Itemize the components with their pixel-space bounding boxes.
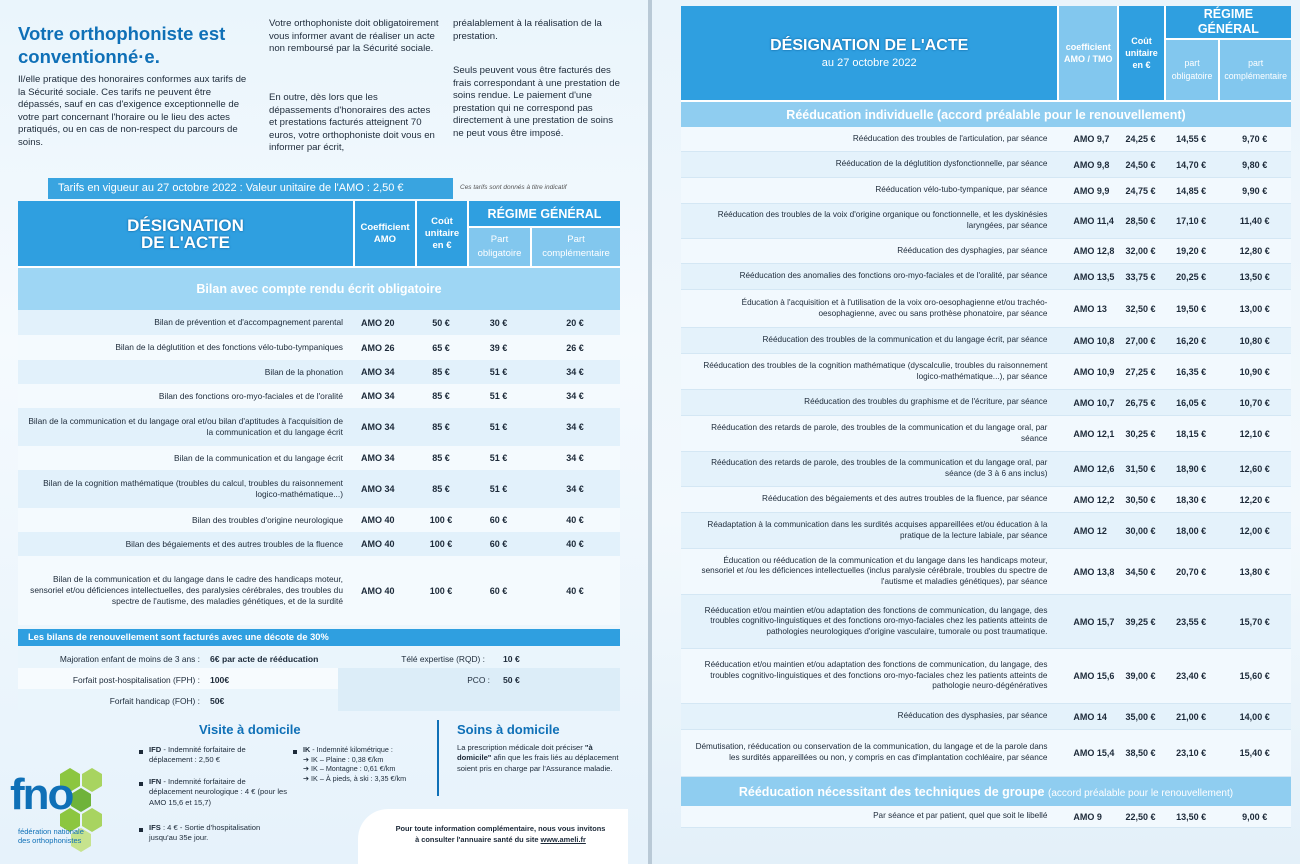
row-part-complementaire: 40 € — [530, 556, 620, 625]
row-label: Bilan de la communication et du langage dans le cadre des handicaps moteur, sensoriel et/ou déficiences intellectuelles, des paralysies cérébrales, des troubles du spectre de l'autisme, des maladies génétiques, et de la surdité — [18, 556, 353, 625]
row-coefficient: AMO 9,8 — [1057, 152, 1117, 178]
row-part-complementaire: 12,00 € — [1218, 513, 1291, 549]
row-part-obligatoire: 14,70 € — [1164, 152, 1219, 178]
table-row — [18, 532, 620, 556]
info-paragraph-1: Votre orthophoniste doit obligatoirement vous informer avant de réaliser un acte non remboursé par la Sécurité sociale. — [269, 18, 439, 55]
table-row — [681, 704, 1291, 730]
row-coefficient: AMO 15,4 — [1057, 730, 1117, 777]
row-part-complementaire: 10,70 € — [1218, 390, 1291, 416]
row-label: Rééducation des troubles de la voix d'origine organique ou fonctionnelle, et les dyskinésies laryngées, par séance — [681, 204, 1057, 239]
row-part-obligatoire: 16,20 € — [1164, 328, 1219, 354]
row-cout: 65 € — [415, 335, 467, 360]
row-coefficient: AMO 12,2 — [1057, 487, 1117, 513]
row-part-obligatoire: 60 € — [467, 532, 530, 556]
part-complementaire-header: Part complémentaire — [530, 226, 620, 266]
info-paragraph-4: Seuls peuvent vous être facturés des frais correspondant à une prestation de soins rendue. Le paiement d'une prestation qui ne correspond pas directement à une prestation de soins ne peut vous être imposé. — [453, 65, 620, 139]
row-part-obligatoire: 16,35 € — [1164, 354, 1219, 390]
row-label: Rééducation et/ou maintien et/ou adaptation des fonctions de communication, du langage, des troubles cognitivo-linguistiques et des fonctions oro-myo-faciales chez les patients atteints de pathologie neuro-dégénératives — [681, 649, 1057, 704]
row-part-complementaire: 15,70 € — [1218, 595, 1291, 649]
row-label: Démutisation, rééducation ou conservation de la communication, du langage et de la parole dans les surdités appareillées ou non, y compris en cas d'implantation cochléaire, par séance — [681, 730, 1057, 777]
table-row — [681, 649, 1291, 704]
row-cout: 30,25 € — [1117, 416, 1164, 452]
row-part-obligatoire: 18,90 € — [1164, 452, 1219, 487]
row-part-obligatoire: 23,10 € — [1164, 730, 1219, 777]
intro-text: Il/elle pratique des honoraires conformes aux tarifs de la Sécurité sociale. Ces tarifs ne peuvent être dépassés, sauf en cas d'exigence exceptionnelle de votre part concernant l'horaire ou le lieu des actes pratiqués, ou en cas de non-respect du parcours de soins. — [18, 74, 247, 148]
row-part-obligatoire: 16,05 € — [1164, 390, 1219, 416]
row-part-obligatoire: 20,70 € — [1164, 549, 1219, 595]
row-cout: 34,50 € — [1117, 549, 1164, 595]
right-page — [652, 0, 1300, 864]
bullet-icon — [139, 782, 143, 786]
row-cout: 27,25 € — [1117, 354, 1164, 390]
fph-value: 100€ — [210, 675, 230, 685]
row-part-complementaire: 13,80 € — [1218, 549, 1291, 595]
row-part-complementaire: 12,60 € — [1218, 452, 1291, 487]
table-row — [681, 549, 1291, 595]
row-cout: 50 € — [415, 310, 467, 335]
table-row — [681, 328, 1291, 354]
row-cout: 28,50 € — [1117, 204, 1164, 239]
row-part-obligatoire: 20,25 € — [1164, 264, 1219, 290]
ifn-item: IFN - Indemnité forfaitaire de déplacement neurologique : 4 € (pour les AMO 15,6 et 15,7) — [149, 777, 288, 807]
row-label: Bilan de la communication et du langage écrit — [18, 446, 353, 470]
row-coefficient: AMO 34 — [353, 384, 415, 408]
fno-logo — [0, 752, 112, 864]
row-part-obligatoire: 39 € — [467, 335, 530, 360]
table-row — [18, 360, 620, 384]
row-cout: 85 € — [415, 360, 467, 384]
row-part-complementaire: 34 € — [530, 408, 620, 446]
row-coefficient: AMO 34 — [353, 360, 415, 384]
row-coefficient: AMO 9,9 — [1057, 178, 1117, 204]
row-cout: 85 € — [415, 446, 467, 470]
row-part-complementaire: 14,00 € — [1218, 704, 1291, 730]
visite-title: Visite à domicile — [199, 722, 301, 737]
regime-header: RÉGIME GÉNÉRAL — [467, 201, 620, 226]
row-cout: 33,75 € — [1117, 264, 1164, 290]
bilan-table — [18, 201, 620, 625]
row-cout: 24,75 € — [1117, 178, 1164, 204]
row-part-obligatoire: 18,00 € — [1164, 513, 1219, 549]
row-coefficient: AMO 13,5 — [1057, 264, 1117, 290]
row-coefficient: AMO 9,7 — [1057, 127, 1117, 152]
table-row — [681, 595, 1291, 649]
row-part-complementaire: 13,50 € — [1218, 264, 1291, 290]
table-row — [18, 446, 620, 470]
row-cout: 24,25 € — [1117, 127, 1164, 152]
row-label: Réadaptation à la communication dans les surdités acquises appareillées et/ou éducation à la pratique de la lecture labiale, par séance — [681, 513, 1057, 549]
row-part-complementaire: 10,80 € — [1218, 328, 1291, 354]
row-label: Bilan de la cognition mathématique (troubles du calcul, troubles du raisonnement logico-mathématique...) — [18, 470, 353, 508]
row-cout: 39,25 € — [1117, 595, 1164, 649]
page-title: Votre orthophoniste est conventionné·e. — [18, 23, 226, 67]
part-complementaire-header: part complémentaire — [1218, 38, 1291, 100]
designation-header: DÉSIGNATION DE L'ACTE — [18, 201, 353, 266]
row-label: Bilan des bégaiements et des autres troubles de la fluence — [18, 532, 353, 556]
row-part-complementaire: 34 € — [530, 470, 620, 508]
table-row — [681, 152, 1291, 178]
row-part-obligatoire: 18,30 € — [1164, 487, 1219, 513]
row-part-obligatoire: 19,50 € — [1164, 290, 1219, 328]
row-coefficient: AMO 14 — [1057, 704, 1117, 730]
designation-header: DÉSIGNATION DE L'ACTE au 27 octobre 2022 — [681, 6, 1057, 100]
table-row — [681, 127, 1291, 152]
row-part-complementaire: 12,10 € — [1218, 416, 1291, 452]
reeducation-table — [681, 6, 1291, 828]
table-row — [681, 354, 1291, 390]
row-cout: 100 € — [415, 508, 467, 532]
row-label: Bilan de prévention et d'accompagnement parental — [18, 310, 353, 335]
divider — [437, 720, 439, 796]
row-part-obligatoire: 51 € — [467, 446, 530, 470]
row-part-obligatoire: 51 € — [467, 384, 530, 408]
row-label: Rééducation des troubles de la communication et du langage écrit, par séance — [681, 328, 1057, 354]
row-cout: 32,00 € — [1117, 239, 1164, 264]
row-cout: 30,50 € — [1117, 487, 1164, 513]
part-obligatoire-header: part obligatoire — [1164, 38, 1219, 100]
row-coefficient: AMO 20 — [353, 310, 415, 335]
row-part-obligatoire: 30 € — [467, 310, 530, 335]
arrow-right-icon: ➔ — [303, 773, 310, 783]
row-label: Rééducation des dysphagies, par séance — [681, 239, 1057, 264]
table-row — [681, 178, 1291, 204]
row-part-obligatoire: 23,40 € — [1164, 649, 1219, 704]
row-coefficient: AMO 10,9 — [1057, 354, 1117, 390]
ik-item: IK - Indemnité kilométrique : ➔ IK – Plaine : 0,38 €/km ➔ IK – Montagne : 0,61 €/km ➔ IK – À pieds, à ski : 3,35 €/km — [303, 745, 407, 783]
row-coefficient: AMO 40 — [353, 556, 415, 625]
bullet-icon — [293, 750, 297, 754]
row-cout: 30,00 € — [1117, 513, 1164, 549]
row-coefficient: AMO 26 — [353, 335, 415, 360]
row-coefficient: AMO 11,4 — [1057, 204, 1117, 239]
arrow-right-icon: ➔ — [303, 754, 310, 764]
table-row — [681, 416, 1291, 452]
row-part-complementaire: 26 € — [530, 335, 620, 360]
row-cout: 85 € — [415, 470, 467, 508]
coefficient-header: coefficient AMO / TMO — [1057, 6, 1117, 100]
row-cout: 38,50 € — [1117, 730, 1164, 777]
row-coefficient: AMO 13 — [1057, 290, 1117, 328]
table-row — [18, 335, 620, 360]
majoration-label: Majoration enfant de moins de 3 ans : — [59, 654, 200, 664]
table-row — [681, 487, 1291, 513]
row-label: Rééducation et/ou maintien et/ou adaptation des fonctions de communication, du langage, des troubles cognitivo-linguistiques et des fonctions oro-myo-faciales chez les patients atteints de pathologies neurologiques d'origine vasculaire, tumorale ou post traumatique. — [681, 595, 1057, 649]
row-label: Bilan de la communication et du langage oral et/ou bilan d'aptitudes à l'acquisition de la communication et du langage écrit — [18, 408, 353, 446]
tele-expertise-value: 10 € — [503, 654, 520, 664]
row-part-complementaire: 40 € — [530, 508, 620, 532]
row-label: Rééducation des anomalies des fonctions oro-myo-faciales et de l'oralité, par séance — [681, 264, 1057, 290]
row-coefficient: AMO 34 — [353, 470, 415, 508]
row-label: Rééducation des retards de parole, des troubles de la communication et du langage oral, par séance (de 3 à 6 ans inclus) — [681, 452, 1057, 487]
row-part-obligatoire: 60 € — [467, 556, 530, 625]
row-label: Éducation ou rééducation de la communication et du langage dans les handicaps moteur, sensoriel et /ou les déficiences intellectuelles (inclus paralysie cérébrale, troubles du spectre de l'autisme et maladies génétiques), par séance — [681, 549, 1057, 595]
row-coefficient: AMO 40 — [353, 532, 415, 556]
row-part-complementaire: 11,40 € — [1218, 204, 1291, 239]
row-part-complementaire: 34 € — [530, 360, 620, 384]
table-row — [18, 470, 620, 508]
row-part-obligatoire: 18,15 € — [1164, 416, 1219, 452]
row-label: Éducation à l'acquisition et à l'utilisation de la voix oro-oesophagienne et/ou trachéo-oesophagienne, avec ou sans prothèse phonatoire, par séance — [681, 290, 1057, 328]
section-header-individuelle: Rééducation individuelle (accord préalable pour le renouvellement) — [681, 100, 1291, 127]
left-page — [0, 0, 648, 864]
row-cout: 100 € — [415, 556, 467, 625]
logo-text: fno — [10, 770, 73, 819]
row-part-complementaire: 34 € — [530, 384, 620, 408]
row-part-obligatoire: 51 € — [467, 360, 530, 384]
row-part-obligatoire: 14,85 € — [1164, 178, 1219, 204]
row-part-complementaire: 9,70 € — [1218, 127, 1291, 152]
row-part-obligatoire: 51 € — [467, 408, 530, 446]
row-part-obligatoire: 51 € — [467, 470, 530, 508]
row-part-complementaire: 15,60 € — [1218, 649, 1291, 704]
row-coefficient: AMO 34 — [353, 446, 415, 470]
cout-header: Coût unitaire en € — [1117, 6, 1164, 100]
soins-title: Soins à domicile — [457, 722, 560, 737]
row-label: Rééducation des troubles du graphisme et de l'écriture, par séance — [681, 390, 1057, 416]
table-row — [681, 390, 1291, 416]
foh-value: 50€ — [210, 696, 225, 706]
table-row — [681, 513, 1291, 549]
table-row — [18, 408, 620, 446]
row-part-complementaire: 12,20 € — [1218, 487, 1291, 513]
table-row — [681, 204, 1291, 239]
table-row: Par séance et par patient, quel que soit le libellé AMO 9 22,50 € 13,50 € 9,00 € — [681, 806, 1291, 828]
info-paragraph-2: En outre, dès lors que les dépassements d'honoraires des actes et prestations facturés atteignent 70 euros, votre orthophoniste doit vous en informer par écrit, — [269, 92, 435, 154]
row-part-obligatoire: 21,00 € — [1164, 704, 1219, 730]
row-part-complementaire: 20 € — [530, 310, 620, 335]
renouvellement-band: Les bilans de renouvellement sont facturés avec une décote de 30% — [18, 629, 620, 646]
row-label: Bilan de la déglutition et des fonctions vélo-tubo-tympaniques — [18, 335, 353, 360]
row-label: Bilan des fonctions oro-myo-faciales et de l'oralité — [18, 384, 353, 408]
row-cout: 26,75 € — [1117, 390, 1164, 416]
row-part-obligatoire: 14,55 € — [1164, 127, 1219, 152]
part-obligatoire-header: Part obligatoire — [467, 226, 530, 266]
row-part-complementaire: 40 € — [530, 532, 620, 556]
row-label: Rééducation des troubles de la cognition mathématique (dyscalculie, troubles du raisonnement logico-mathématique...), par séance — [681, 354, 1057, 390]
row-label: Bilan des troubles d'origine neurologique — [18, 508, 353, 532]
footer-box: Pour toute information complémentaire, nous vous invitons à consulter l'annuaire santé du site www.ameli.fr — [358, 809, 628, 864]
row-coefficient: AMO 12 — [1057, 513, 1117, 549]
tarif-banner: Tarifs en vigueur au 27 octobre 2022 : Valeur unitaire de l'AMO : 2,50 € — [48, 178, 453, 199]
row-cout: 85 € — [415, 408, 467, 446]
row-cout: 85 € — [415, 384, 467, 408]
row-label: Rééducation des troubles de l'articulation, par séance — [681, 127, 1057, 152]
row-label: Rééducation des bégaiements et des autres troubles de la fluence, par séance — [681, 487, 1057, 513]
tarif-note: Ces tarifs sont donnés à titre indicatif — [460, 184, 567, 191]
row-coefficient: AMO 12,6 — [1057, 452, 1117, 487]
row-coefficient: AMO 40 — [353, 508, 415, 532]
pco-value: 50 € — [503, 675, 520, 685]
row-label: Rééducation des retards de parole, des troubles de la communication et du langage oral, par séance — [681, 416, 1057, 452]
row-cout: 32,50 € — [1117, 290, 1164, 328]
section-header-groupe: Rééducation nécessitant des techniques de groupe (accord préalable pour le renouvellement) — [681, 777, 1291, 806]
row-coefficient: AMO 34 — [353, 408, 415, 446]
row-label: Rééducation vélo-tubo-tympanique, par séance — [681, 178, 1057, 204]
table-row — [681, 452, 1291, 487]
row-cout: 100 € — [415, 532, 467, 556]
ameli-link[interactable]: www.ameli.fr — [540, 835, 586, 844]
row-label: Bilan de la phonation — [18, 360, 353, 384]
bullet-icon — [139, 828, 143, 832]
table-row — [681, 264, 1291, 290]
row-label: Rééducation des dysphasies, par séance — [681, 704, 1057, 730]
row-cout: 27,00 € — [1117, 328, 1164, 354]
row-cout: 31,50 € — [1117, 452, 1164, 487]
row-cout: 39,00 € — [1117, 649, 1164, 704]
table-row — [18, 556, 620, 625]
majoration-value: 6€ par acte de rééducation — [210, 654, 319, 664]
table-row — [18, 508, 620, 532]
row-coefficient: AMO 10,8 — [1057, 328, 1117, 354]
row-coefficient: AMO 12,8 — [1057, 239, 1117, 264]
logo-subtitle: fédération nationale des orthophonistes — [18, 827, 84, 845]
row-coefficient: AMO 13,8 — [1057, 549, 1117, 595]
cout-header: Coût unitaire en € — [415, 201, 467, 266]
row-coefficient: AMO 10,7 — [1057, 390, 1117, 416]
row-part-obligatoire: 60 € — [467, 508, 530, 532]
extras-block — [18, 647, 620, 711]
row-part-complementaire: 12,80 € — [1218, 239, 1291, 264]
section-header-bilan: Bilan avec compte rendu écrit obligatoire — [18, 266, 620, 310]
arrow-right-icon: ➔ — [303, 764, 310, 774]
fph-label: Forfait post-hospitalisation (FPH) : — [72, 675, 200, 685]
table-row — [681, 290, 1291, 328]
row-part-complementaire: 13,00 € — [1218, 290, 1291, 328]
table-row — [18, 310, 620, 335]
row-coefficient: AMO 15,6 — [1057, 649, 1117, 704]
ifd-item: IFD - Indemnité forfaitaire de déplacement : 2,50 € — [149, 745, 246, 765]
info-paragraph-3: préalablement à la réalisation de la prestation. — [453, 18, 602, 42]
row-part-obligatoire: 17,10 € — [1164, 204, 1219, 239]
tele-expertise-label: Télé expertise (RQD) : — [401, 654, 485, 664]
table-row — [681, 730, 1291, 777]
row-cout: 24,50 € — [1117, 152, 1164, 178]
row-part-obligatoire: 23,55 € — [1164, 595, 1219, 649]
bullet-icon — [139, 750, 143, 754]
row-label: Rééducation de la déglutition dysfonctionnelle, par séance — [681, 152, 1057, 178]
foh-label: Forfait handicap (FOH) : — [109, 696, 200, 706]
row-part-complementaire: 9,80 € — [1218, 152, 1291, 178]
table-row — [681, 239, 1291, 264]
row-part-complementaire: 9,90 € — [1218, 178, 1291, 204]
row-cout: 35,00 € — [1117, 704, 1164, 730]
coefficient-header: Coefficient AMO — [353, 201, 415, 266]
row-part-complementaire: 10,90 € — [1218, 354, 1291, 390]
ifs-item: IFS : 4 € - Sortie d'hospitalisation jusqu'au 35e jour. — [149, 823, 261, 843]
row-part-complementaire: 15,40 € — [1218, 730, 1291, 777]
row-coefficient: AMO 15,7 — [1057, 595, 1117, 649]
row-coefficient: AMO 12,1 — [1057, 416, 1117, 452]
soins-text: La prescription médicale doit préciser "à domicile" afin que les frais liés au déplacement soient pris en charge par l'Assurance maladie. — [457, 743, 619, 773]
row-part-complementaire: 34 € — [530, 446, 620, 470]
pco-label: PCO : — [467, 675, 490, 685]
table-row — [18, 384, 620, 408]
regime-header: RÉGIME GÉNÉRAL — [1164, 6, 1291, 38]
row-part-obligatoire: 19,20 € — [1164, 239, 1219, 264]
